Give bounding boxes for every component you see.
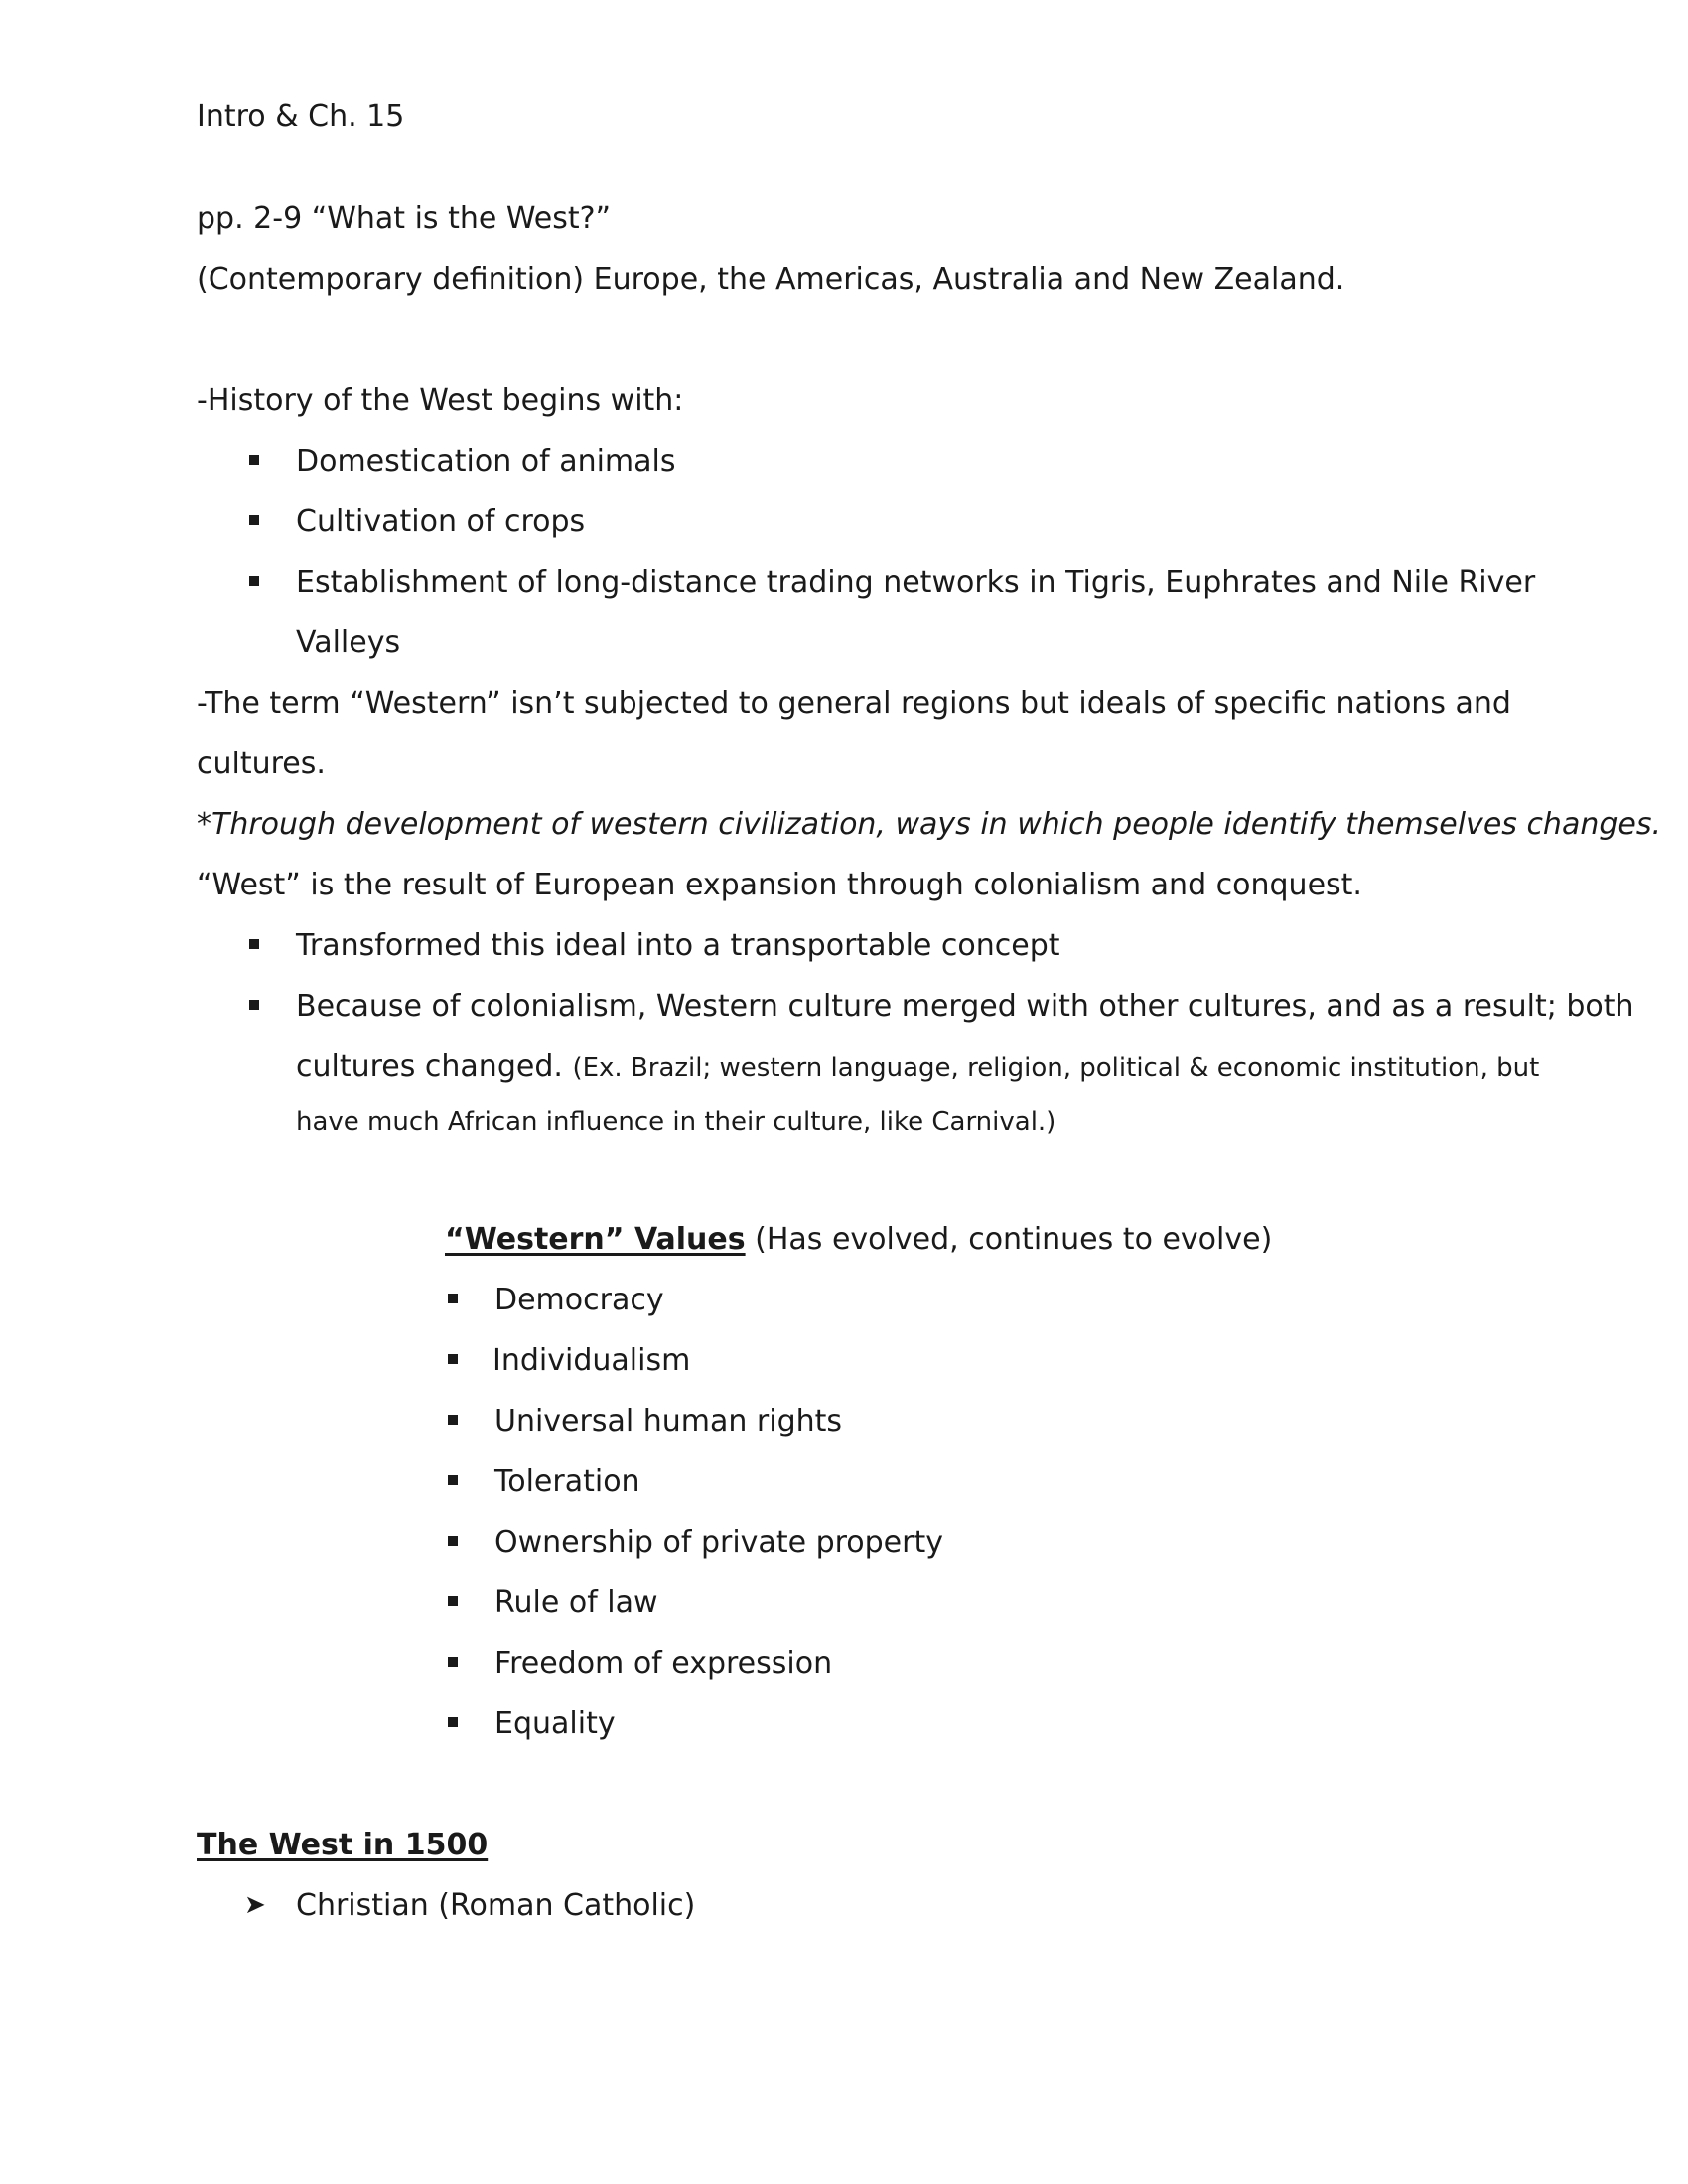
bullet-icon (448, 1596, 458, 1606)
values-subheading: (Has evolved, continues to evolve) (755, 1222, 1273, 1257)
value-item: Equality (494, 1706, 616, 1741)
bullet-icon (448, 1415, 458, 1425)
example-text-continuation: have much African influence in their culture, like Carnival.) (296, 1107, 1056, 1137)
history-intro: -History of the West begins with: (197, 383, 684, 418)
west-1500-heading: The West in 1500 (197, 1828, 489, 1862)
bullet-icon (448, 1294, 458, 1303)
term-text: -The term “Western” isn’t subjected to general regions but ideals of specific nations and (197, 686, 1511, 721)
bullet-icon (448, 1354, 458, 1364)
page-header: Intro & Ch. 15 (197, 99, 405, 134)
example-text: (Ex. Brazil; western language, religion, political & economic institution, but (572, 1053, 1540, 1083)
value-item: Toleration (494, 1464, 640, 1499)
italic-note: *Through development of western civilization, ways in which people identify themselves changes. (197, 807, 1662, 842)
bullet-icon (249, 515, 259, 525)
bullet-icon (448, 1475, 458, 1485)
history-item: Domestication of animals (296, 444, 676, 478)
definition-text: (Contemporary definition) Europe, the Americas, Australia and New Zealand. (197, 262, 1345, 297)
bullet-icon (249, 939, 259, 949)
arrow-bullet-icon: ➤ (244, 1890, 266, 1920)
value-item: Ownership of private property (494, 1525, 943, 1560)
bullet-icon (249, 576, 259, 586)
bullet-icon (448, 1657, 458, 1667)
result-item-continuation (296, 1036, 1539, 1099)
bullet-icon (448, 1536, 458, 1546)
value-item: Universal human rights (494, 1404, 843, 1438)
result-item-continuation-text: cultures changed. (296, 1049, 563, 1084)
value-item: Democracy (494, 1283, 664, 1317)
history-item-continuation: Valleys (296, 625, 401, 660)
bullet-icon (448, 1717, 458, 1727)
result-item: Because of colonialism, Western culture merged with other cultures, and as a result; both (296, 989, 1634, 1024)
result-item: Transformed this ideal into a transportable concept (296, 928, 1060, 963)
value-item: Rule of law (494, 1585, 658, 1620)
values-heading: “Western” Values (445, 1222, 746, 1257)
section-heading: pp. 2-9 “What is the West?” (197, 202, 612, 236)
value-item: Individualism (492, 1343, 691, 1378)
bullet-icon (249, 1000, 259, 1010)
term-text-continuation: cultures. (197, 747, 326, 781)
history-item: Establishment of long-distance trading networks in Tigris, Euphrates and Nile River (296, 565, 1536, 600)
west-1500-item: Christian (Roman Catholic) (296, 1888, 696, 1923)
history-item: Cultivation of crops (296, 504, 586, 539)
values-heading-line (445, 1209, 1272, 1270)
value-item: Freedom of expression (494, 1646, 833, 1681)
bullet-icon (249, 455, 259, 465)
west-result-text: “West” is the result of European expansion through colonialism and conquest. (197, 868, 1362, 902)
